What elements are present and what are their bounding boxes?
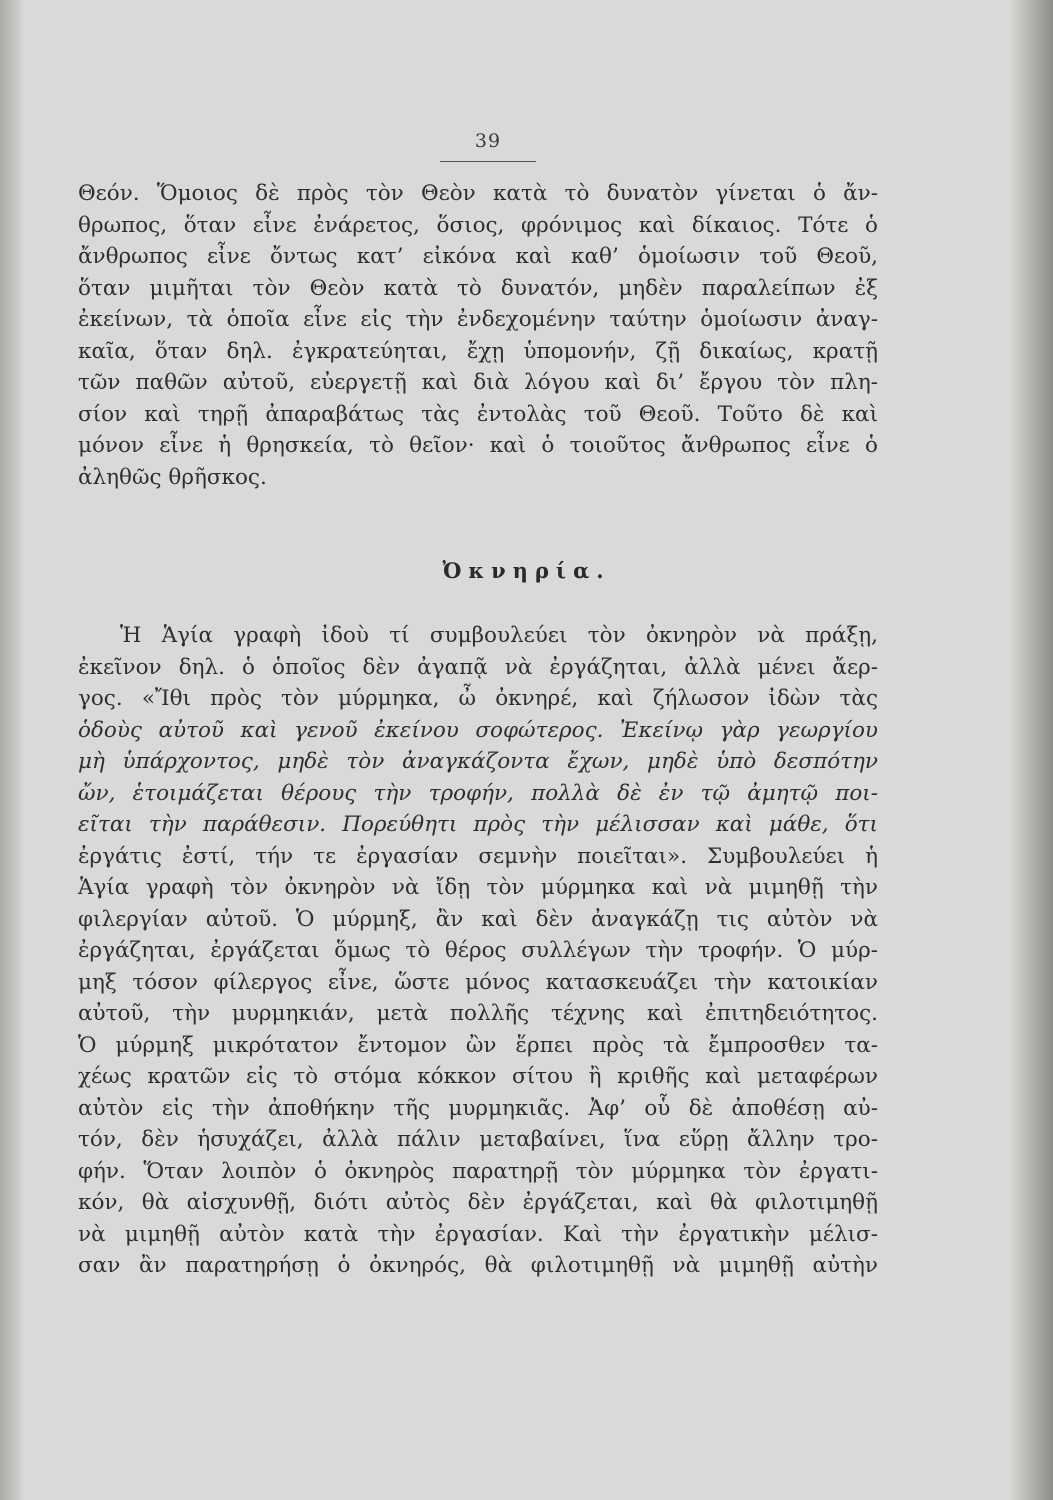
text-line: καῖα, ὅταν δηλ. ἐγκρατεύηται, ἔχῃ ὑπομονήν, ζῇ δικαίως, κρατῇ (78, 338, 878, 364)
text-line: θρωπος, ὅταν εἶνε ἐνάρετος, ὅσιος, φρόνιμος καὶ δίκαιος. Τότε ὁ (78, 212, 878, 238)
text-line: μηξ τόσον φίλεργος εἶνε, ὥστε μόνος κατασκευάζει τὴν κατοικίαν (78, 969, 878, 995)
text-line: αὐτὸν εἰς τὴν ἀποθήκην τῆς μυρμηκιᾶς. Ἀφ’ οὗ δὲ ἀποθέσῃ αὐ- (78, 1095, 878, 1121)
text-line: ἐργάτις ἐστί, τήν τε ἐργασίαν σεμνὴν ποιεῖται». Συμβουλεύει ἡ (78, 843, 878, 869)
text-line: εῖται τὴν παράθεσιν. Πορεύθητι πρὸς τὴν μέλισσαν καὶ μάθε, ὅτι (78, 812, 878, 837)
text-line: σίον καὶ τηρῇ ἀπαραβάτως τὰς ἐντολὰς τοῦ Θεοῦ. Τοῦτο δὲ καὶ (78, 401, 878, 427)
text-line: ἐκεῖνον δηλ. ὁ ὁποῖος δὲν ἀγαπᾷ νὰ ἐργάζηται, ἀλλὰ μένει ἄερ- (78, 654, 878, 680)
text-line: κόν, θὰ αἰσχυνθῇ, διότι αὐτὸς δὲν ἐργάζεται, καὶ θὰ φιλοτιμηθῇ (78, 1190, 878, 1215)
text-line: ὤν, ἑτοιμάζεται θέρους τὴν τροφήν, πολλὰ δὲ ἐν τῷ ἀμητῷ ποι- (78, 780, 878, 806)
text-line: ὅταν μιμῆται τὸν Θεὸν κατὰ τὸ δυνατόν, μηδὲν παραλείπων ἐξ (78, 275, 878, 301)
text-line: μόνον εἶνε ἡ θρησκεία, τὸ θεῖον· καὶ ὁ τοιοῦτος ἄνθρωπος εἶνε ὁ (78, 433, 878, 458)
text-line: ἀληθῶς θρῆσκος. (78, 464, 267, 490)
text-line: φιλεργίαν αὐτοῦ. Ὁ μύρμηξ, ἂν καὶ δὲν ἀναγκάζῃ τις αὐτὸν νὰ (78, 906, 878, 932)
text-line: νὰ μιμηθῇ αὐτὸν κατὰ τὴν ἐργασίαν. Καὶ τὴν ἐργατικὴν μέλισ- (78, 1221, 878, 1247)
paragraph-section (78, 620, 878, 1282)
text-line: φήν. Ὅταν λοιπὸν ὁ ὀκνηρὸς παρατηρῇ τὸν μύρμηκα τὸν ἐργατι- (78, 1158, 878, 1184)
page-number-rule (440, 161, 536, 162)
text-line: ἄνθρωπος εἶνε ὄντως κατ’ εἰκόνα καὶ καθ’ ὁμοίωσιν τοῦ Θεοῦ, (78, 244, 878, 269)
text-line: τῶν παθῶν αὐτοῦ, εὐεργετῇ καὶ διὰ λόγου καὶ δι’ ἔργου τὸν πλη- (78, 370, 878, 395)
text-line: Ἁγία γραφὴ τὸν ὀκνηρὸν νὰ ἴδῃ τὸν μύρμηκα καὶ νὰ μιμηθῇ τὴν (78, 875, 878, 900)
page-edge-shadow-right (1009, 0, 1053, 1500)
text-line: τόν, δὲν ἡσυχάζει, ἀλλὰ πάλιν μεταβαίνει, ἵνα εὕρῃ ἄλλην τρο- (78, 1127, 878, 1152)
text-line: αὐτοῦ, τὴν μυρμηκιάν, μετὰ πολλῆς τέχνης καὶ ἐπιτηδειότητος. (78, 1001, 878, 1026)
text-line: μὴ ὑπάρχοντος, μηδὲ τὸν ἀναγκάζοντα ἔχων, μηδὲ ὑπὸ δεσπότην (78, 749, 878, 774)
text-line: γος. «Ἴθι πρὸς τὸν μύρμηκα, ὦ ὀκνηρέ, καὶ ζήλωσον ἰδὼν τὰς (78, 686, 878, 711)
section-title: Ὀκνηρία. (442, 558, 611, 583)
text-line: χέως κρατῶν εἰς τὸ στόμα κόκκον σίτου ἢ κριθῆς καὶ μεταφέρων (78, 1064, 878, 1089)
text-line: Ἡ Ἁγία γραφὴ ἰδοὺ τί συμβουλεύει τὸν ὀκνηρὸν νὰ πράξῃ, (120, 623, 878, 648)
page-number: 39 (474, 130, 502, 152)
text-line: Ὁ μύρμηξ μικρότατον ἔντομον ὢν ἕρπει πρὸς τὰ ἔμπροσθεν τα- (78, 1032, 878, 1058)
text-line: Θεόν. Ὅμοιος δὲ πρὸς τὸν Θεὸν κατὰ τὸ δυνατὸν γίνεται ὁ ἄν- (78, 181, 878, 206)
text-line: ἐκείνων, τὰ ὁποῖα εἶνε εἰς τὴν ἐνδεχομένην ταύτην ὁμοίωσιν ἀναγ- (78, 307, 878, 332)
paragraph-continuation (78, 178, 878, 493)
text-line: ἐργάζηται, ἐργάζεται ὅμως τὸ θέρος συλλέγων τὴν τροφήν. Ὁ μύρ- (78, 938, 878, 963)
page-edge-shadow-left (0, 0, 22, 1500)
text-line: σαν ἂν παρατηρήσῃ ὁ ὀκνηρός, θὰ φιλοτιμηθῇ νὰ μιμηθῇ αὐτὴν (78, 1253, 878, 1278)
text-line: ὁδοὺς αὐτοῦ καὶ γενοῦ ἐκείνου σοφώτερος. Ἐκείνῳ γὰρ γεωργίου (78, 717, 878, 743)
